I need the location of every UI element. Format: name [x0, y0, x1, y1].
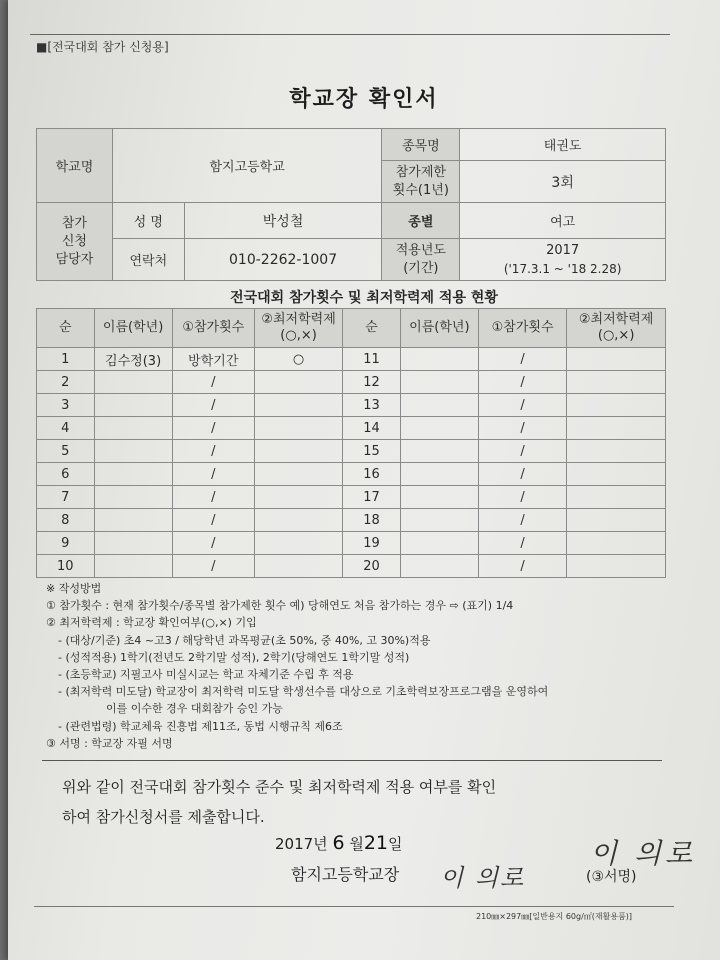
table-row — [37, 532, 666, 555]
cell-left-name — [94, 486, 172, 509]
cell-right-minimum — [567, 394, 666, 417]
header-count-right: ①참가횟수 — [478, 309, 566, 348]
header-name: 이름(학년) — [94, 309, 172, 348]
cell-left-minimum — [254, 394, 342, 417]
cell-left-count: 방학기간 — [172, 348, 254, 371]
cell-left-minimum — [254, 463, 342, 486]
paper-spec-footer: 210㎜×297㎜[일반용지 60g/㎡(재활용품)] — [476, 912, 633, 921]
cell-left-count: / — [172, 486, 254, 509]
cell-left-minimum — [254, 417, 342, 440]
status-section-title: 전국대회 참가횟수 및 최저학력제 적용 현황 — [230, 290, 498, 306]
cell-right-count: / — [478, 532, 566, 555]
cell-left-no: 9 — [37, 532, 95, 555]
cell-right-name — [400, 394, 478, 417]
note-2c: - (초등학교) 지필고사 미실시교는 학교 자체기준 수립 후 적용 — [58, 668, 354, 682]
limit-value: 3회 — [460, 161, 666, 203]
cell-left-no: 6 — [37, 463, 95, 486]
cell-right-name — [400, 532, 478, 555]
info-table — [36, 128, 666, 281]
table-row — [37, 486, 666, 509]
note-2d-cont: 이를 이수한 경우 대회참가 승인 가능 — [106, 702, 283, 716]
cell-left-count: / — [172, 417, 254, 440]
form-tag: ■[전국대회 참가 신청용] — [36, 40, 169, 54]
status-header-row — [37, 309, 666, 348]
table-row — [37, 394, 666, 417]
cell-right-name — [400, 371, 478, 394]
signature-caption: (③서명) — [586, 869, 637, 885]
cell-right-no: 12 — [343, 371, 401, 394]
date-day-label: 일 — [388, 835, 403, 853]
table-row — [37, 463, 666, 486]
cell-left-no: 1 — [37, 348, 95, 371]
cell-right-minimum — [567, 463, 666, 486]
gender-label: 종별 — [382, 203, 460, 239]
cell-right-count: / — [478, 417, 566, 440]
signing-date — [275, 832, 403, 854]
cell-right-name — [400, 348, 478, 371]
date-month-label: 월 — [349, 835, 364, 853]
cell-right-name — [400, 486, 478, 509]
school-label: 학교명 — [37, 129, 113, 203]
handwritten-signature: 이 의로 — [590, 837, 697, 870]
cell-left-count: / — [172, 509, 254, 532]
cell-left-no: 3 — [37, 394, 95, 417]
school-value: 함지고등학교 — [112, 129, 382, 203]
status-table — [36, 308, 666, 578]
cell-right-no: 19 — [343, 532, 401, 555]
cell-right-count: / — [478, 348, 566, 371]
note-1: ① 참가횟수 : 현재 참가횟수/종목별 참가제한 횟수 예) 당해연도 처음 참가하는 경우 ⇨ (표기) 1/4 — [46, 599, 514, 613]
cell-left-no: 10 — [37, 555, 95, 578]
gender-value: 여고 — [460, 203, 666, 239]
period-value: ('17.3.1 ~ '18 2.28) — [503, 261, 622, 276]
header-name-right: 이름(학년) — [400, 309, 478, 348]
sport-value: 태권도 — [460, 129, 666, 161]
table-row — [37, 509, 666, 532]
cell-left-count: / — [172, 371, 254, 394]
cell-left-no: 5 — [37, 440, 95, 463]
cell-left-minimum — [254, 440, 342, 463]
year-cell — [460, 239, 666, 281]
notes-divider — [42, 760, 662, 761]
cell-left-name — [94, 417, 172, 440]
cell-left-minimum — [254, 486, 342, 509]
top-rule — [30, 34, 670, 35]
document-page — [8, 0, 720, 960]
limit-label: 참가제한 횟수(1년) — [382, 161, 460, 203]
cell-left-name — [94, 371, 172, 394]
sport-label: 종목명 — [382, 129, 460, 161]
cell-right-minimum — [567, 509, 666, 532]
cell-left-no: 4 — [37, 417, 95, 440]
year-value: 2017 — [546, 242, 580, 258]
date-month: 6 — [332, 832, 345, 854]
cell-right-minimum — [567, 486, 666, 509]
cell-right-name — [400, 417, 478, 440]
note-3: ③ 서명 : 학교장 자필 서명 — [46, 736, 173, 750]
cell-left-no: 7 — [37, 486, 95, 509]
year-label: 적용년도 (기간) — [382, 239, 460, 281]
cell-right-name — [400, 440, 478, 463]
cell-left-name — [94, 440, 172, 463]
table-row — [37, 348, 666, 371]
note-2a: - (대상/기준) 초4 ~고3 / 해당학년 과목평균(초 50%, 중 40%, 고 30%)적용 — [58, 633, 431, 647]
contact-value: 010-2262-1007 — [184, 239, 382, 281]
header-minimum: ②최저학력제 (○,×) — [254, 309, 342, 348]
cell-left-name — [94, 555, 172, 578]
cell-left-name — [94, 394, 172, 417]
cell-right-count: / — [478, 440, 566, 463]
cell-right-minimum — [567, 371, 666, 394]
cell-right-no: 20 — [343, 555, 401, 578]
cell-left-count: / — [172, 532, 254, 555]
cell-right-no: 15 — [343, 440, 401, 463]
cell-right-count: / — [478, 371, 566, 394]
name-label: 성 명 — [112, 203, 184, 239]
header-no: 순 — [37, 309, 95, 348]
declaration-line-2: 하여 참가신청서를 제출합니다. — [62, 808, 265, 826]
name-value: 박성철 — [184, 203, 382, 239]
cell-left-minimum — [254, 555, 342, 578]
cell-left-minimum — [254, 371, 342, 394]
handwritten-name: 이 의로 — [440, 864, 526, 892]
cell-right-name — [400, 509, 478, 532]
cell-right-minimum — [567, 440, 666, 463]
cell-right-minimum — [567, 555, 666, 578]
document-title: 학교장 확인서 — [289, 87, 439, 112]
cell-right-count: / — [478, 463, 566, 486]
note-2b: - (성적적용) 1학기(전년도 2학기말 성적), 2학기(당해연도 1학기말 성적) — [58, 650, 410, 664]
cell-left-minimum: ○ — [254, 348, 342, 371]
table-row — [37, 371, 666, 394]
cell-right-no: 16 — [343, 463, 401, 486]
contact-label: 연락처 — [112, 239, 184, 281]
cell-right-minimum — [567, 417, 666, 440]
cell-right-no: 11 — [343, 348, 401, 371]
notes-heading: ※ 작성방법 — [46, 582, 102, 595]
cell-right-minimum — [567, 348, 666, 371]
table-row — [37, 555, 666, 578]
cell-right-count: / — [478, 555, 566, 578]
cell-left-minimum — [254, 532, 342, 555]
cell-left-count: / — [172, 463, 254, 486]
cell-right-name — [400, 555, 478, 578]
principal-title: 함지고등학교장 — [291, 865, 400, 884]
declaration — [62, 772, 682, 832]
cell-right-name — [400, 463, 478, 486]
cell-right-count: / — [478, 486, 566, 509]
note-2: ② 최저학력제 : 학교장 확인여부(○,×) 기입 — [46, 616, 257, 630]
header-count: ①참가횟수 — [172, 309, 254, 348]
cell-left-name — [94, 463, 172, 486]
note-2d: - (최저학력 미도달) 학교장이 최저학력 미도달 학생선수를 대상으로 기초학력보장프로그램을 운영하여 — [58, 685, 549, 699]
person-label: 참가 신청 담당자 — [37, 203, 113, 281]
footer-rule — [34, 906, 674, 907]
date-year: 2017년 — [275, 835, 328, 853]
cell-right-no: 17 — [343, 486, 401, 509]
header-no-right: 순 — [343, 309, 401, 348]
writing-instructions — [46, 580, 706, 752]
header-minimum-right: ②최저학력제 (○,×) — [567, 309, 666, 348]
table-row — [37, 440, 666, 463]
note-2e: - (관련법령) 학교체육 진흥법 제11조, 동법 시행규칙 제6조 — [58, 719, 343, 733]
cell-right-no: 13 — [343, 394, 401, 417]
cell-left-count: / — [172, 555, 254, 578]
cell-left-name — [94, 509, 172, 532]
cell-left-name — [94, 532, 172, 555]
cell-left-minimum — [254, 509, 342, 532]
cell-right-no: 14 — [343, 417, 401, 440]
cell-left-name: 김수정(3) — [94, 348, 172, 371]
cell-right-minimum — [567, 532, 666, 555]
cell-right-count: / — [478, 394, 566, 417]
declaration-line-1: 위와 같이 전국대회 참가횟수 준수 및 최저학력제 적용 여부를 확인 — [62, 778, 497, 796]
cell-right-no: 18 — [343, 509, 401, 532]
cell-right-count: / — [478, 509, 566, 532]
date-day: 21 — [363, 832, 389, 854]
cell-left-count: / — [172, 394, 254, 417]
cell-left-no: 8 — [37, 509, 95, 532]
cell-left-count: / — [172, 440, 254, 463]
cell-left-no: 2 — [37, 371, 95, 394]
table-row — [37, 417, 666, 440]
